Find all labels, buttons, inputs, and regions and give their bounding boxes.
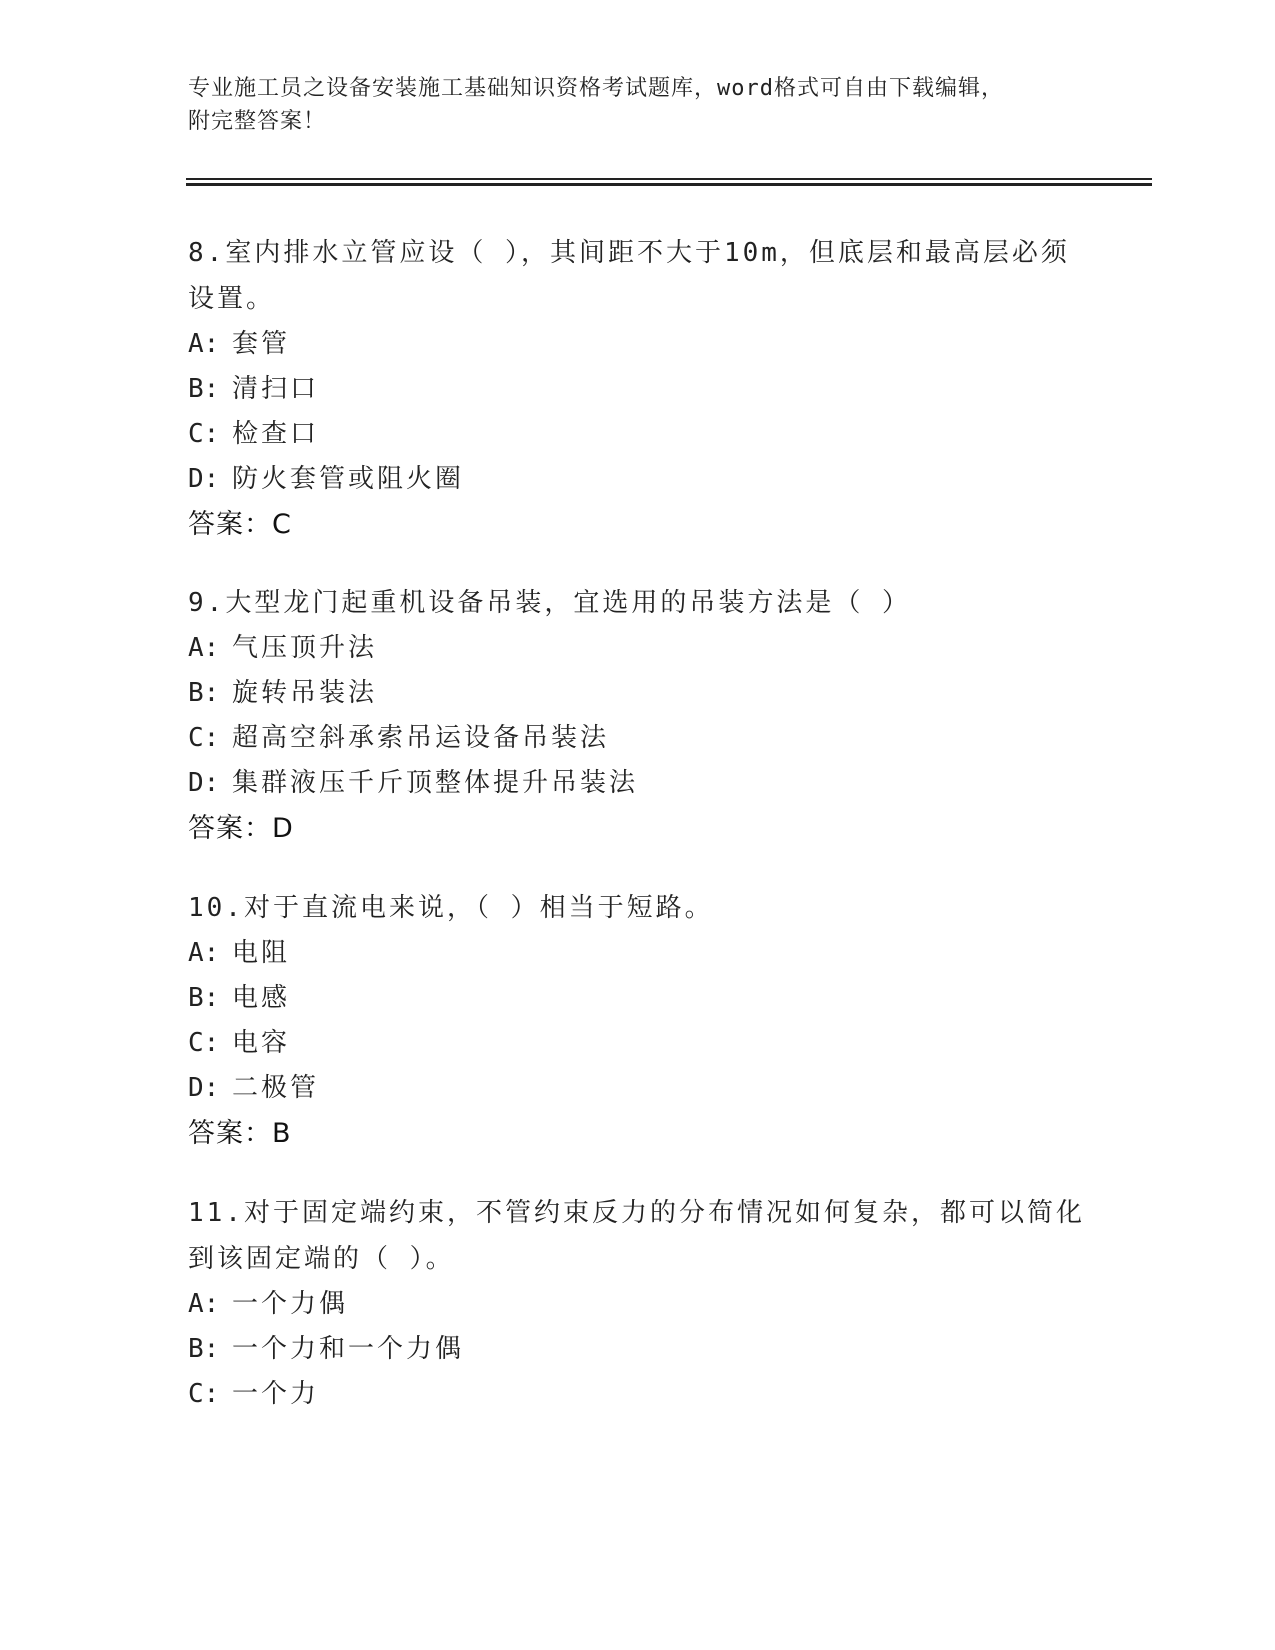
option-key: A:	[188, 1289, 220, 1319]
option-key: B:	[188, 983, 220, 1013]
option-key: B:	[188, 374, 220, 404]
header-divider-thin	[186, 178, 1152, 180]
option-b	[188, 976, 1088, 1021]
question-8	[188, 230, 1088, 548]
question-text-line-1: 大型龙门起重机设备吊装，宜选用的吊装方法是（ ）	[225, 588, 911, 618]
option-key: C:	[188, 419, 220, 449]
question-stem	[188, 885, 1088, 931]
question-9	[188, 580, 1088, 852]
option-c	[188, 412, 1088, 457]
option-text: 二极管	[232, 1073, 320, 1103]
option-c	[188, 1021, 1088, 1066]
header-line-1: 专业施工员之设备安装施工基础知识资格考试题库，word格式可自由下载编辑，	[188, 76, 1004, 101]
question-11	[188, 1190, 1088, 1417]
question-10	[188, 885, 1088, 1157]
option-a	[188, 322, 1088, 367]
option-text: 一个力和一个力偶	[232, 1334, 465, 1364]
option-d	[188, 457, 1088, 502]
option-key: C:	[188, 723, 220, 753]
option-text: 检查口	[232, 419, 320, 449]
option-text: 电容	[232, 1028, 291, 1058]
question-text-line-1: 室内排水立管应设（ ），其间距不大于10m，但底层和最高层必须	[225, 238, 1070, 268]
answer-line: 答案：D	[188, 813, 294, 844]
question-number: 10.	[188, 893, 244, 923]
option-a	[188, 626, 1088, 671]
question-number: 8.	[188, 238, 226, 268]
option-d	[188, 761, 1088, 806]
option-key: B:	[188, 678, 220, 708]
option-text: 一个力偶	[232, 1289, 349, 1319]
option-key: C:	[188, 1379, 220, 1409]
question-text-line-1: 对于固定端约束，不管约束反力的分布情况如何复杂，都可以简化	[243, 1198, 1085, 1228]
question-text-line-1: 对于直流电来说，（ ）相当于短路。	[243, 893, 714, 923]
option-a	[188, 1282, 1088, 1327]
option-text: 气压顶升法	[232, 633, 378, 663]
answer-line: 答案：C	[188, 509, 292, 540]
option-b	[188, 671, 1088, 716]
option-c	[188, 716, 1088, 761]
option-text: 清扫口	[232, 374, 320, 404]
question-stem	[188, 580, 1088, 626]
question-text-line-2: 设置。	[188, 284, 276, 314]
question-number: 11.	[188, 1198, 244, 1228]
option-text: 集群液压千斤顶整体提升吊装法	[232, 768, 639, 798]
option-d	[188, 1066, 1088, 1111]
option-text: 一个力	[232, 1379, 320, 1409]
header-line-2: 附完整答案！	[188, 109, 327, 134]
option-text: 套管	[232, 329, 291, 359]
option-key: C:	[188, 1028, 220, 1058]
option-b	[188, 1327, 1088, 1372]
answer-line: 答案：B	[188, 1118, 292, 1149]
question-number: 9.	[188, 588, 226, 618]
option-text: 超高空斜承索吊运设备吊装法	[232, 723, 610, 753]
option-a	[188, 931, 1088, 976]
option-key: A:	[188, 938, 220, 968]
question-stem	[188, 230, 1088, 276]
option-key: D:	[188, 768, 220, 798]
option-key: A:	[188, 633, 220, 663]
option-text: 电感	[232, 983, 291, 1013]
option-c	[188, 1372, 1088, 1417]
option-text: 旋转吊装法	[232, 678, 378, 708]
option-key: B:	[188, 1334, 220, 1364]
question-stem	[188, 1190, 1088, 1236]
document-header	[188, 72, 1068, 138]
option-text: 电阻	[232, 938, 291, 968]
option-b	[188, 367, 1088, 412]
option-key: D:	[188, 1073, 220, 1103]
option-key: D:	[188, 464, 220, 494]
header-divider-thick	[186, 183, 1152, 186]
option-text: 防火套管或阻火圈	[232, 464, 465, 494]
option-key: A:	[188, 329, 220, 359]
question-text-line-2: 到该固定端的（ ）。	[188, 1244, 455, 1274]
